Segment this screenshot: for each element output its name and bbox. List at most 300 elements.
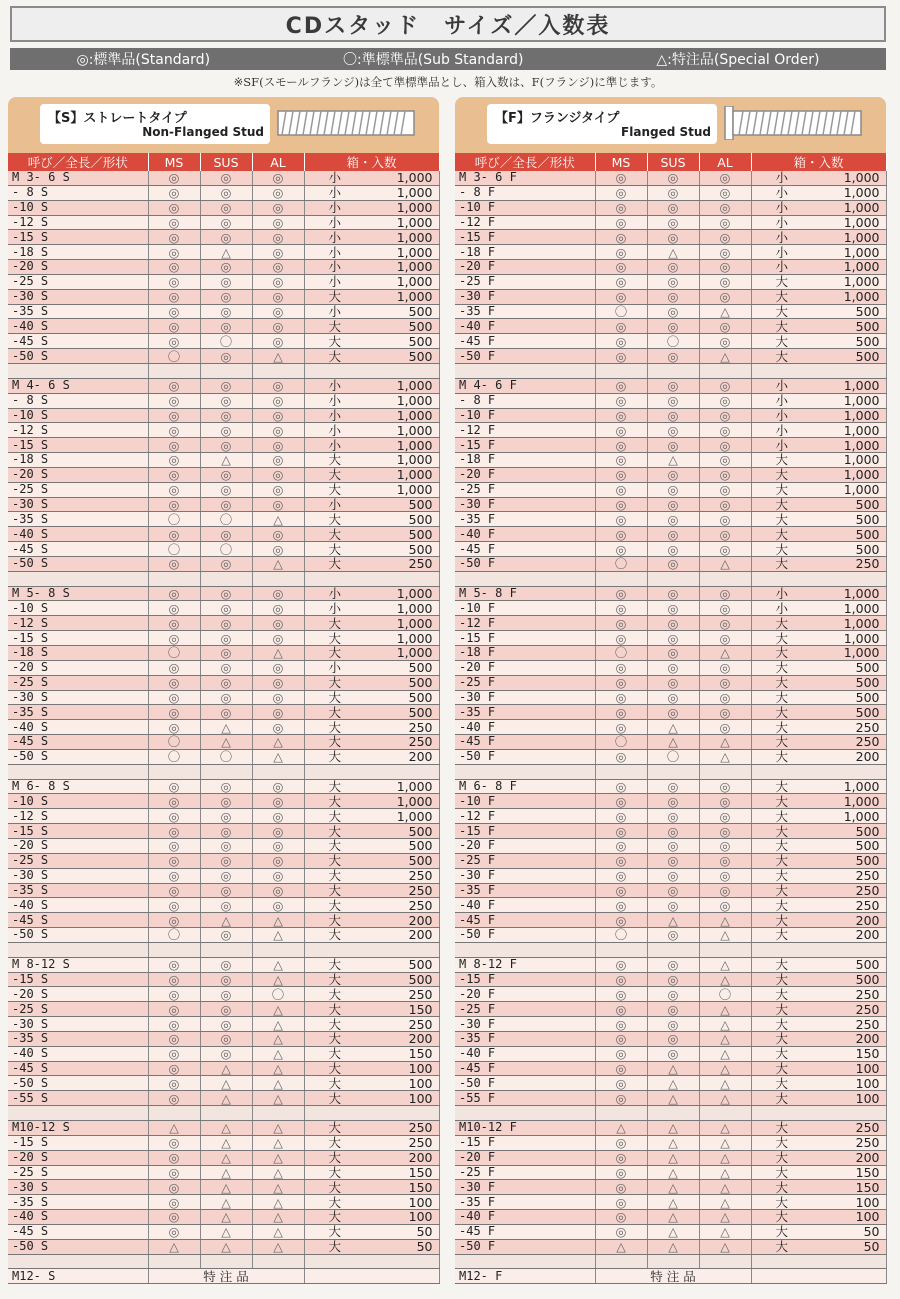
ms-cell: ◎ (595, 868, 647, 883)
ms-cell: ◎ (148, 1076, 200, 1091)
table-row (455, 735, 886, 750)
table-row (8, 957, 439, 972)
sus-cell: ◎ (200, 1031, 252, 1046)
box-size: 大 (775, 496, 789, 512)
size-cell: -25 S (8, 1165, 148, 1180)
box-size: 大 (328, 1150, 342, 1166)
ms-cell: ◎ (595, 853, 647, 868)
quantity: 1,000 (396, 600, 433, 616)
size-cell: -30 F (455, 1180, 595, 1195)
ms-cell: ◎ (595, 260, 647, 275)
table-row (455, 1031, 886, 1046)
size-cell: -12 S (8, 809, 148, 824)
table-row (455, 512, 886, 527)
quantity: 1,000 (843, 185, 880, 201)
quantity: 500 (855, 689, 880, 705)
box-qty-cell (751, 601, 886, 616)
size-cell: -15 F (455, 631, 595, 646)
size-cell: -18 S (8, 646, 148, 661)
box-qty-cell (304, 720, 439, 735)
box-size: 大 (775, 615, 789, 631)
box-qty-cell (304, 512, 439, 527)
table-row (455, 646, 886, 661)
ms-cell: ◎ (595, 1135, 647, 1150)
box-qty-cell (751, 675, 886, 690)
box-qty-cell (304, 185, 439, 200)
table-row (455, 809, 886, 824)
size-cell: -30 F (455, 289, 595, 304)
sus-cell: △ (200, 1121, 252, 1136)
al-cell: ◎ (699, 171, 751, 185)
quantity: 500 (408, 823, 433, 839)
quantity: 200 (855, 927, 880, 943)
spacer-row (455, 363, 886, 378)
size-cell (455, 764, 595, 779)
sus-cell: ◎ (200, 809, 252, 824)
al-cell: ◎ (252, 809, 304, 824)
ms-cell: ◎ (595, 824, 647, 839)
quantity: 1,000 (843, 615, 880, 631)
quantity: 1,000 (843, 630, 880, 646)
box-qty-cell (304, 972, 439, 987)
ms-cell: 〇 (595, 304, 647, 319)
box-qty-cell (304, 1269, 439, 1284)
sus-cell: ◎ (647, 928, 699, 943)
size-cell: -20 F (455, 1150, 595, 1165)
al-cell: ◎ (699, 497, 751, 512)
table-row (455, 1061, 886, 1076)
box-qty-cell (751, 1091, 886, 1106)
box-qty-cell (304, 942, 439, 957)
al-cell: ◎ (699, 453, 751, 468)
al-cell: △ (252, 1195, 304, 1210)
size-cell: -50 F (455, 1239, 595, 1254)
table-row (455, 319, 886, 334)
al-cell: ◎ (699, 809, 751, 824)
panel-header (8, 97, 439, 153)
quantity: 1,000 (843, 779, 880, 795)
quantity: 1,000 (396, 482, 433, 498)
al-cell (252, 571, 304, 586)
size-cell: -12 S (8, 616, 148, 631)
box-qty-cell (304, 616, 439, 631)
box-qty-cell (304, 408, 439, 423)
table-row (8, 675, 439, 690)
ms-cell: △ (595, 1239, 647, 1254)
al-cell (252, 942, 304, 957)
sus-cell: ◎ (200, 838, 252, 853)
al-cell (699, 571, 751, 586)
box-qty-cell (751, 913, 886, 928)
box-qty-cell (304, 245, 439, 260)
size-cell: -25 F (455, 1002, 595, 1017)
sus-cell: ◎ (647, 824, 699, 839)
al-cell: ◎ (252, 824, 304, 839)
box-qty-cell (304, 809, 439, 824)
al-cell: ◎ (252, 215, 304, 230)
quantity: 1,000 (843, 600, 880, 616)
size-cell: -45 S (8, 735, 148, 750)
size-cell: -30 S (8, 289, 148, 304)
ms-cell: ◎ (148, 260, 200, 275)
size-cell: -45 S (8, 334, 148, 349)
al-cell: ◎ (252, 586, 304, 601)
spacer-row (8, 1106, 439, 1121)
sus-cell: ◎ (647, 601, 699, 616)
sus-cell: △ (647, 1210, 699, 1225)
box-qty-cell (751, 779, 886, 794)
table-row (455, 200, 886, 215)
al-cell: ◎ (252, 779, 304, 794)
ms-cell: 〇 (148, 512, 200, 527)
sus-cell: △ (200, 1180, 252, 1195)
sus-cell: ◎ (200, 646, 252, 661)
box-size: 小 (775, 393, 789, 409)
ms-cell: ◎ (148, 423, 200, 438)
box-size: 小 (328, 407, 342, 423)
table-row (8, 542, 439, 557)
al-cell: △ (252, 1121, 304, 1136)
box-qty-cell (751, 378, 886, 393)
table-row (8, 824, 439, 839)
size-cell: -15 F (455, 824, 595, 839)
ms-cell: 〇 (595, 735, 647, 750)
al-cell: ◎ (252, 690, 304, 705)
table-row (8, 720, 439, 735)
size-cell: -18 F (455, 646, 595, 661)
sus-cell: ◎ (647, 274, 699, 289)
size-cell: -20 S (8, 660, 148, 675)
sus-cell: ◎ (647, 616, 699, 631)
quantity: 200 (408, 1031, 433, 1047)
size-cell: -50 F (455, 749, 595, 764)
sus-cell: △ (200, 1195, 252, 1210)
box-qty-cell (304, 171, 439, 185)
sus-cell: ◎ (200, 928, 252, 943)
table-row (8, 334, 439, 349)
box-qty-cell (751, 482, 886, 497)
quantity: 1,000 (396, 259, 433, 275)
box-size: 大 (328, 1120, 342, 1136)
box-size: 大 (328, 1239, 342, 1255)
spacer-row (8, 764, 439, 779)
table-row (8, 1061, 439, 1076)
ms-cell: ◎ (148, 853, 200, 868)
sus-cell: △ (647, 1091, 699, 1106)
table-row (8, 794, 439, 809)
box-size: 大 (328, 749, 342, 765)
table-row (455, 824, 886, 839)
size-cell: -50 F (455, 1076, 595, 1091)
size-cell: -40 F (455, 720, 595, 735)
box-size: 大 (775, 1135, 789, 1151)
quantity: 1,000 (396, 808, 433, 824)
ms-cell: ◎ (148, 586, 200, 601)
table-row (8, 245, 439, 260)
ms-cell: 〇 (148, 349, 200, 364)
box-qty-cell (304, 467, 439, 482)
box-size: 大 (328, 734, 342, 750)
quantity: 1,000 (396, 615, 433, 631)
ms-cell: ◎ (148, 556, 200, 571)
al-cell: ◎ (252, 453, 304, 468)
al-cell: △ (699, 1165, 751, 1180)
box-qty-cell (751, 987, 886, 1002)
table-row (8, 378, 439, 393)
page-title: CDスタッド サイズ／入数表 (10, 6, 886, 42)
quantity: 1,000 (843, 437, 880, 453)
box-size: 大 (775, 526, 789, 542)
table-row (8, 749, 439, 764)
quantity: 200 (408, 1150, 433, 1166)
al-cell: △ (699, 1031, 751, 1046)
flanged-stud-icon (723, 106, 863, 140)
size-cell: -18 F (455, 245, 595, 260)
type-label: 【S】ストレートタイプ (48, 111, 187, 126)
box-qty-cell (304, 631, 439, 646)
size-cell: -35 S (8, 1031, 148, 1046)
ms-cell: ◎ (595, 1195, 647, 1210)
quantity: 200 (855, 749, 880, 765)
al-cell: ◎ (699, 853, 751, 868)
ms-cell: ◎ (148, 482, 200, 497)
quantity: 500 (408, 526, 433, 542)
flanged-type-panel (455, 97, 886, 1284)
box-qty-cell (304, 586, 439, 601)
box-qty-cell (304, 571, 439, 586)
ms-cell: ◎ (148, 1046, 200, 1061)
table-row (8, 987, 439, 1002)
box-size: 小 (775, 600, 789, 616)
ms-cell: ◎ (595, 542, 647, 557)
sus-cell: △ (200, 1091, 252, 1106)
table-row (455, 289, 886, 304)
ms-cell: ◎ (595, 601, 647, 616)
quantity: 50 (416, 1224, 433, 1240)
size-cell: -45 S (8, 913, 148, 928)
quantity: 500 (408, 675, 433, 691)
quantity: 1,000 (396, 289, 433, 305)
box-qty-cell (304, 1135, 439, 1150)
ms-cell: ◎ (595, 1224, 647, 1239)
box-qty-cell (751, 764, 886, 779)
size-cell: -35 S (8, 304, 148, 319)
ms-cell: ◎ (148, 393, 200, 408)
al-cell: ◎ (699, 542, 751, 557)
box-size: 大 (328, 779, 342, 795)
box-size: 大 (775, 927, 789, 943)
box-qty-cell (751, 616, 886, 631)
straight-stud-icon (276, 106, 416, 140)
box-qty-cell (751, 809, 886, 824)
box-size: 大 (775, 853, 789, 869)
box-qty-cell (304, 1106, 439, 1121)
sus-cell: ◎ (647, 497, 699, 512)
box-size: 大 (328, 986, 342, 1002)
size-cell: -15 S (8, 1135, 148, 1150)
table-row (455, 749, 886, 764)
box-qty-cell (751, 571, 886, 586)
table-row (455, 245, 886, 260)
quantity: 500 (408, 853, 433, 869)
al-cell: ◎ (699, 868, 751, 883)
size-cell: -45 S (8, 542, 148, 557)
size-cell: M10-12 S (8, 1121, 148, 1136)
box-size: 大 (328, 289, 342, 305)
quantity: 100 (408, 1209, 433, 1225)
sus-cell: ◎ (647, 660, 699, 675)
sus-cell: 〇 (200, 749, 252, 764)
box-qty-cell (304, 794, 439, 809)
table-row (8, 1210, 439, 1225)
sus-cell: ◎ (647, 289, 699, 304)
box-qty-cell (751, 542, 886, 557)
box-size: 大 (328, 971, 342, 987)
quantity: 1,000 (396, 779, 433, 795)
al-cell: ◎ (252, 675, 304, 690)
sus-cell: ◎ (647, 349, 699, 364)
ms-cell: ◎ (595, 467, 647, 482)
quantity: 1,000 (396, 214, 433, 230)
table-row (455, 928, 886, 943)
ms-cell: ◎ (595, 423, 647, 438)
table-row (8, 497, 439, 512)
quantity: 250 (855, 882, 880, 898)
size-cell: -40 S (8, 1210, 148, 1225)
box-size: 小 (328, 393, 342, 409)
table-row (455, 171, 886, 185)
box-size: 小 (775, 185, 789, 201)
al-cell: ◎ (252, 200, 304, 215)
quantity: 500 (855, 541, 880, 557)
ms-cell: ◎ (148, 957, 200, 972)
al-cell: △ (252, 1135, 304, 1150)
quantity: 500 (408, 660, 433, 676)
box-qty-cell (304, 690, 439, 705)
size-cell: -55 F (455, 1091, 595, 1106)
box-size: 大 (328, 868, 342, 884)
box-size: 大 (328, 511, 342, 527)
quantity: 500 (408, 704, 433, 720)
al-cell: ◎ (252, 631, 304, 646)
ms-cell: ◎ (148, 972, 200, 987)
box-qty-cell (751, 274, 886, 289)
table-row (8, 616, 439, 631)
col-header-size: 呼び／全長／形状 (455, 153, 595, 171)
box-qty-cell (304, 319, 439, 334)
sus-cell: ◎ (647, 260, 699, 275)
box-qty-cell (751, 215, 886, 230)
table-row (8, 779, 439, 794)
quantity: 1,000 (396, 378, 433, 394)
box-size: 大 (328, 927, 342, 943)
ms-cell: ◎ (148, 898, 200, 913)
box-qty-cell (751, 556, 886, 571)
sus-cell: ◎ (647, 393, 699, 408)
legend-sub-standard: 〇:準標準品(Sub Standard) (343, 52, 524, 68)
sus-cell: ◎ (200, 779, 252, 794)
al-cell: △ (699, 1017, 751, 1032)
size-cell: -55 S (8, 1091, 148, 1106)
quantity: 100 (408, 1061, 433, 1077)
box-qty-cell (751, 631, 886, 646)
al-cell: ◎ (699, 690, 751, 705)
sus-cell: ◎ (647, 898, 699, 913)
box-qty-cell (304, 1254, 439, 1269)
quantity: 500 (855, 660, 880, 676)
ms-cell: ◎ (595, 749, 647, 764)
ms-cell: 〇 (595, 928, 647, 943)
box-qty-cell (751, 957, 886, 972)
quantity: 500 (408, 348, 433, 364)
box-size: 大 (775, 912, 789, 928)
sus-cell (200, 571, 252, 586)
ms-cell (595, 363, 647, 378)
ms-cell: ◎ (148, 720, 200, 735)
sus-cell: △ (647, 1239, 699, 1254)
quantity: 250 (855, 1001, 880, 1017)
size-cell: -30 S (8, 690, 148, 705)
quantity: 500 (408, 318, 433, 334)
al-cell: ◎ (699, 215, 751, 230)
sus-cell: ◎ (647, 527, 699, 542)
size-cell: -15 S (8, 438, 148, 453)
sus-cell: ◎ (647, 215, 699, 230)
size-cell: -10 S (8, 408, 148, 423)
box-size: 大 (775, 793, 789, 809)
sus-cell: △ (647, 1165, 699, 1180)
table-row (8, 408, 439, 423)
table-row (8, 423, 439, 438)
box-qty-cell (304, 957, 439, 972)
quantity: 500 (855, 675, 880, 691)
sus-cell (647, 1106, 699, 1121)
quantity: 50 (863, 1239, 880, 1255)
quantity: 1,000 (396, 170, 433, 186)
box-size: 大 (775, 645, 789, 661)
size-cell: -25 F (455, 853, 595, 868)
size-cell: -15 F (455, 1135, 595, 1150)
box-size: 大 (775, 1239, 789, 1255)
box-qty-cell (751, 1135, 886, 1150)
box-qty-cell (304, 423, 439, 438)
sus-cell: △ (647, 735, 699, 750)
table-row (455, 408, 886, 423)
table-row (8, 1002, 439, 1017)
box-size: 大 (328, 1209, 342, 1225)
size-cell: -25 S (8, 274, 148, 289)
al-cell: △ (699, 1150, 751, 1165)
box-size: 小 (328, 170, 342, 186)
table-row (455, 794, 886, 809)
al-cell: ◎ (252, 245, 304, 260)
ms-cell (148, 571, 200, 586)
box-qty-cell (304, 215, 439, 230)
ms-cell: ◎ (148, 185, 200, 200)
quantity: 250 (408, 719, 433, 735)
spacer-row (455, 764, 886, 779)
al-cell: ◎ (252, 230, 304, 245)
box-qty-cell (751, 512, 886, 527)
al-cell: ◎ (699, 824, 751, 839)
sus-cell: ◎ (200, 408, 252, 423)
quantity: 1,000 (843, 229, 880, 245)
ms-cell: ◎ (595, 883, 647, 898)
ms-cell: ◎ (595, 289, 647, 304)
table-row (8, 1017, 439, 1032)
table-row (455, 215, 886, 230)
sus-cell: ◎ (200, 349, 252, 364)
